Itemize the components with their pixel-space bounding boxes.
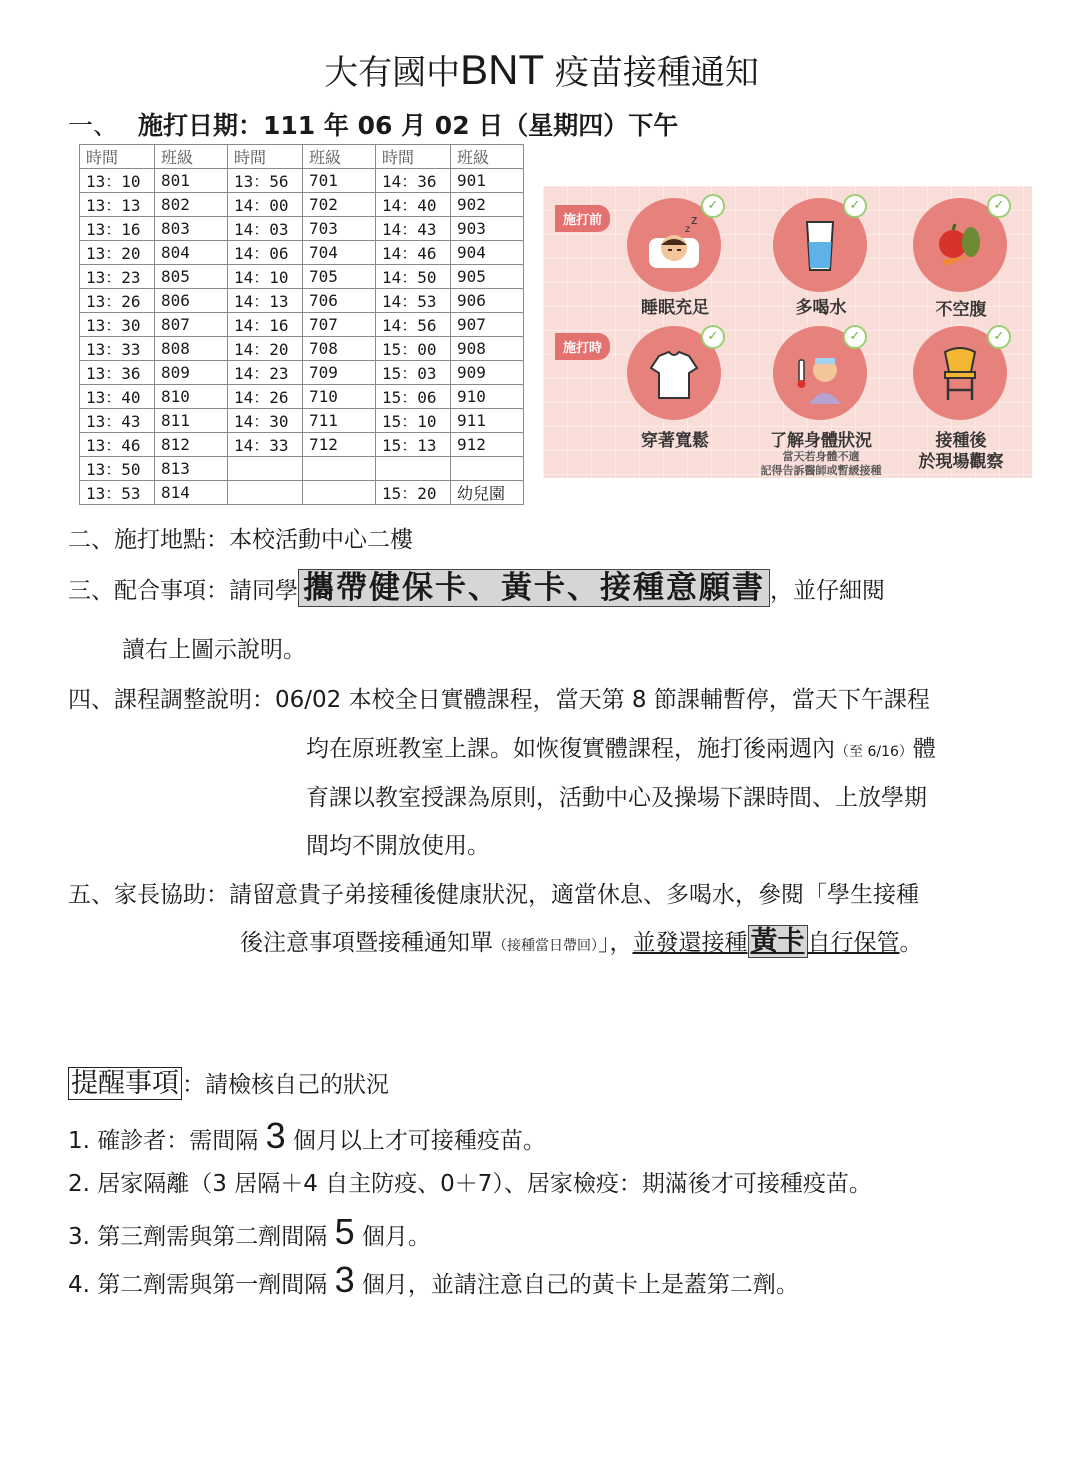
class-cell: 711 — [303, 409, 376, 433]
label-observe-on-site: 於現場觀察 — [918, 452, 1004, 472]
label-loose-clothes: 穿著寬鬆 — [641, 431, 709, 451]
class-cell: 912 — [451, 433, 524, 457]
time-cell: 13：53 — [80, 481, 155, 505]
class-cell: 907 — [451, 313, 524, 337]
requirements-suffix: ，並仔細閱 — [770, 578, 885, 604]
requirements-highlight: 攜帶健保卡、黃卡、接種意願書 — [298, 569, 770, 607]
schedule-row — [80, 457, 524, 481]
time-cell: 14：30 — [228, 409, 303, 433]
time-cell: 14：33 — [228, 433, 303, 457]
class-cell: 808 — [155, 337, 228, 361]
time-cell: 14：03 — [228, 217, 303, 241]
schedule-row — [80, 313, 524, 337]
class-cell: 701 — [303, 169, 376, 193]
reminder-box: 提醒事項 — [68, 1067, 182, 1100]
class-cell: 812 — [155, 433, 228, 457]
reminder-item-text: 2. 居家隔離（3 居隔＋4 自主防疫、0＋7）、居家檢疫：期滿後才可接種疫苗。 — [68, 1171, 872, 1197]
schedule-row — [80, 193, 524, 217]
section-number: 一、 — [68, 111, 119, 140]
check-icon: ✓ — [701, 325, 725, 349]
time-cell: 14：16 — [228, 313, 303, 337]
tag-during: 施打時 — [555, 333, 610, 360]
time-cell: 14：40 — [376, 193, 451, 217]
time-cell: 13：50 — [80, 457, 155, 481]
parent-line2-return: 並發還接種 — [632, 930, 748, 956]
check-icon: ✓ — [987, 194, 1011, 218]
reminder-item-text: 個月，並請注意自己的黃卡上是蓋第二劑。 — [354, 1272, 799, 1298]
time-cell: 13：20 — [80, 241, 155, 265]
class-cell: 801 — [155, 169, 228, 193]
time-cell: 15：13 — [376, 433, 451, 457]
schedule-row — [80, 361, 524, 385]
course-line3: 育課以教室授課為原則，活動中心及操場下課時間、上放學期 — [306, 785, 927, 811]
class-cell: 708 — [303, 337, 376, 361]
time-cell: 15：10 — [376, 409, 451, 433]
reminder-item — [68, 1162, 872, 1206]
time-cell: 13：10 — [80, 169, 155, 193]
class-cell: 903 — [451, 217, 524, 241]
time-cell: 14：26 — [228, 385, 303, 409]
time-cell: 13：33 — [80, 337, 155, 361]
time-cell: 14：13 — [228, 289, 303, 313]
schedule-body — [80, 169, 524, 505]
time-cell: 14：23 — [228, 361, 303, 385]
header-cell: 時間 — [228, 145, 303, 169]
time-cell: 14：10 — [228, 265, 303, 289]
svg-text:z: z — [685, 224, 691, 235]
parent-line2-keep: 自行保管 — [807, 930, 900, 956]
class-cell: 810 — [155, 385, 228, 409]
class-cell: 803 — [155, 217, 228, 241]
parent-line2-period: 。 — [899, 930, 923, 956]
class-cell: 706 — [303, 289, 376, 313]
requirements-line2: 讀右上圖示說明。 — [122, 637, 306, 663]
reminder-item-number: 3 — [334, 1259, 355, 1300]
time-cell: 14：56 — [376, 313, 451, 337]
time-cell: 15：06 — [376, 385, 451, 409]
time-cell: 14：20 — [228, 337, 303, 361]
label-body-condition: 了解身體狀況 — [770, 431, 872, 451]
course-line2-date: （至 6/16） — [835, 744, 913, 760]
class-cell: 702 — [303, 193, 376, 217]
parent-line2-text: 後注意事項暨接種通知單 — [240, 930, 493, 956]
reminder-heading — [68, 1062, 389, 1107]
class-cell: 幼兒園 — [451, 481, 524, 505]
reminder-item-number: 5 — [334, 1211, 355, 1252]
title-bnt: BNT — [460, 46, 545, 93]
section-requirements — [68, 566, 885, 613]
label-not-hungry: 不空腹 — [935, 300, 987, 320]
header-cell: 班級 — [155, 145, 228, 169]
reminder-item-text: 個月以上才可接種疫苗。 — [285, 1128, 546, 1154]
class-cell: 707 — [303, 313, 376, 337]
class-cell: 909 — [451, 361, 524, 385]
header-cell: 時間 — [376, 145, 451, 169]
time-cell: 13：23 — [80, 265, 155, 289]
reminder-item-text: 3. 第三劑需與第二劑間隔 — [68, 1224, 335, 1250]
check-icon: ✓ — [843, 194, 867, 218]
time-cell: 13：46 — [80, 433, 155, 457]
class-cell: 805 — [155, 265, 228, 289]
tag-before: 施打前 — [555, 205, 610, 232]
check-icon: ✓ — [843, 325, 867, 349]
class-cell: 709 — [303, 361, 376, 385]
time-cell: 14：53 — [376, 289, 451, 313]
yellow-card-highlight: 黃卡 — [748, 925, 808, 958]
page-title — [0, 48, 1083, 95]
class-cell: 712 — [303, 433, 376, 457]
class-cell: 904 — [451, 241, 524, 265]
class-cell: 906 — [451, 289, 524, 313]
header-cell: 時間 — [80, 145, 155, 169]
parent-assist-line2 — [240, 922, 923, 966]
class-cell: 911 — [451, 409, 524, 433]
time-cell — [376, 457, 451, 481]
class-cell: 806 — [155, 289, 228, 313]
class-cell — [303, 481, 376, 505]
schedule-row — [80, 433, 524, 457]
class-cell: 804 — [155, 241, 228, 265]
course-line2-text: 均在原班教室上課。如恢復實體課程，施打後兩週內 — [306, 736, 835, 762]
schedule-row — [80, 409, 524, 433]
time-cell: 13：40 — [80, 385, 155, 409]
label-sleep: 睡眠充足 — [641, 298, 709, 318]
time-cell: 13：26 — [80, 289, 155, 313]
class-cell — [451, 457, 524, 481]
schedule-row — [80, 265, 524, 289]
parent-line2-quote: 」， — [598, 930, 633, 956]
class-cell: 710 — [303, 385, 376, 409]
time-cell: 13：13 — [80, 193, 155, 217]
schedule-header-row — [80, 145, 524, 169]
class-cell: 802 — [155, 193, 228, 217]
reminder-item-text: 個月。 — [354, 1224, 431, 1250]
class-cell: 910 — [451, 385, 524, 409]
time-cell: 14：36 — [376, 169, 451, 193]
reminder-item — [68, 1114, 546, 1163]
class-cell — [303, 457, 376, 481]
title-suffix: 疫苗接種通知 — [554, 53, 759, 93]
note-tell-doctor: 記得告訴醫師或暫緩接種 — [760, 464, 882, 477]
section-parent-assist: 五、家長協助：請留意貴子弟接種後健康狀況，適當休息、多喝水，參閱「學生接種 — [68, 882, 919, 908]
time-cell — [228, 481, 303, 505]
label-after-vaccination: 接種後 — [935, 431, 987, 451]
class-cell: 905 — [451, 265, 524, 289]
time-cell: 14：43 — [376, 217, 451, 241]
note-unwell: 當天若身體不適 — [782, 450, 860, 463]
class-cell: 902 — [451, 193, 524, 217]
time-cell: 14：06 — [228, 241, 303, 265]
class-cell: 809 — [155, 361, 228, 385]
time-cell: 15：00 — [376, 337, 451, 361]
schedule-row — [80, 385, 524, 409]
class-cell: 908 — [451, 337, 524, 361]
reminder-item-text: 4. 第二劑需與第一劑間隔 — [68, 1272, 335, 1298]
time-cell: 14：00 — [228, 193, 303, 217]
class-cell: 807 — [155, 313, 228, 337]
time-cell — [228, 457, 303, 481]
course-line2-end: 體 — [912, 736, 936, 762]
title-prefix: 大有國中 — [324, 53, 461, 93]
class-cell: 705 — [303, 265, 376, 289]
schedule-row — [80, 481, 524, 505]
header-cell: 班級 — [451, 145, 524, 169]
check-icon: ✓ — [701, 194, 725, 218]
reminder-item — [68, 1258, 799, 1307]
parent-line2-small: （接種當日帶回） — [493, 938, 598, 954]
class-cell: 703 — [303, 217, 376, 241]
date-text: 施打日期：111 年 06 月 02 日（星期四）下午 — [138, 111, 679, 140]
schedule-row — [80, 169, 524, 193]
time-cell: 15：20 — [376, 481, 451, 505]
schedule-row — [80, 289, 524, 313]
time-cell: 13：36 — [80, 361, 155, 385]
course-line4: 間均不開放使用。 — [306, 833, 490, 859]
time-cell: 14：50 — [376, 265, 451, 289]
reminder-item — [68, 1210, 431, 1259]
reminder-item-number: 3 — [265, 1115, 286, 1156]
reminder-intro: ：請檢核自己的狀況 — [182, 1072, 389, 1098]
schedule-row — [80, 217, 524, 241]
class-cell: 813 — [155, 457, 228, 481]
label-water: 多喝水 — [795, 298, 847, 318]
reminder-item-text: 1. 確診者：需間隔 — [68, 1128, 266, 1154]
time-cell: 13：30 — [80, 313, 155, 337]
class-cell: 901 — [451, 169, 524, 193]
header-cell: 班級 — [303, 145, 376, 169]
time-cell: 13：56 — [228, 169, 303, 193]
requirements-prefix: 三、配合事項：請同學 — [68, 578, 298, 604]
time-cell: 14：46 — [376, 241, 451, 265]
section-date — [68, 106, 678, 142]
section-course-adjustment: 四、課程調整說明：06/02 本校全日實體課程，當天第 8 節課輔暫停，當天下午課程 — [68, 687, 930, 713]
class-cell: 704 — [303, 241, 376, 265]
vaccination-infographic — [543, 186, 1032, 478]
schedule-row — [80, 241, 524, 265]
schedule-row — [80, 337, 524, 361]
class-cell: 814 — [155, 481, 228, 505]
schedule-table — [79, 144, 524, 505]
time-cell: 13：16 — [80, 217, 155, 241]
time-cell: 13：43 — [80, 409, 155, 433]
section-location: 二、施打地點：本校活動中心二樓 — [68, 527, 413, 553]
check-icon: ✓ — [987, 325, 1011, 349]
class-cell: 811 — [155, 409, 228, 433]
svg-text:z: z — [691, 213, 698, 227]
course-line2 — [306, 733, 936, 768]
time-cell: 15：03 — [376, 361, 451, 385]
